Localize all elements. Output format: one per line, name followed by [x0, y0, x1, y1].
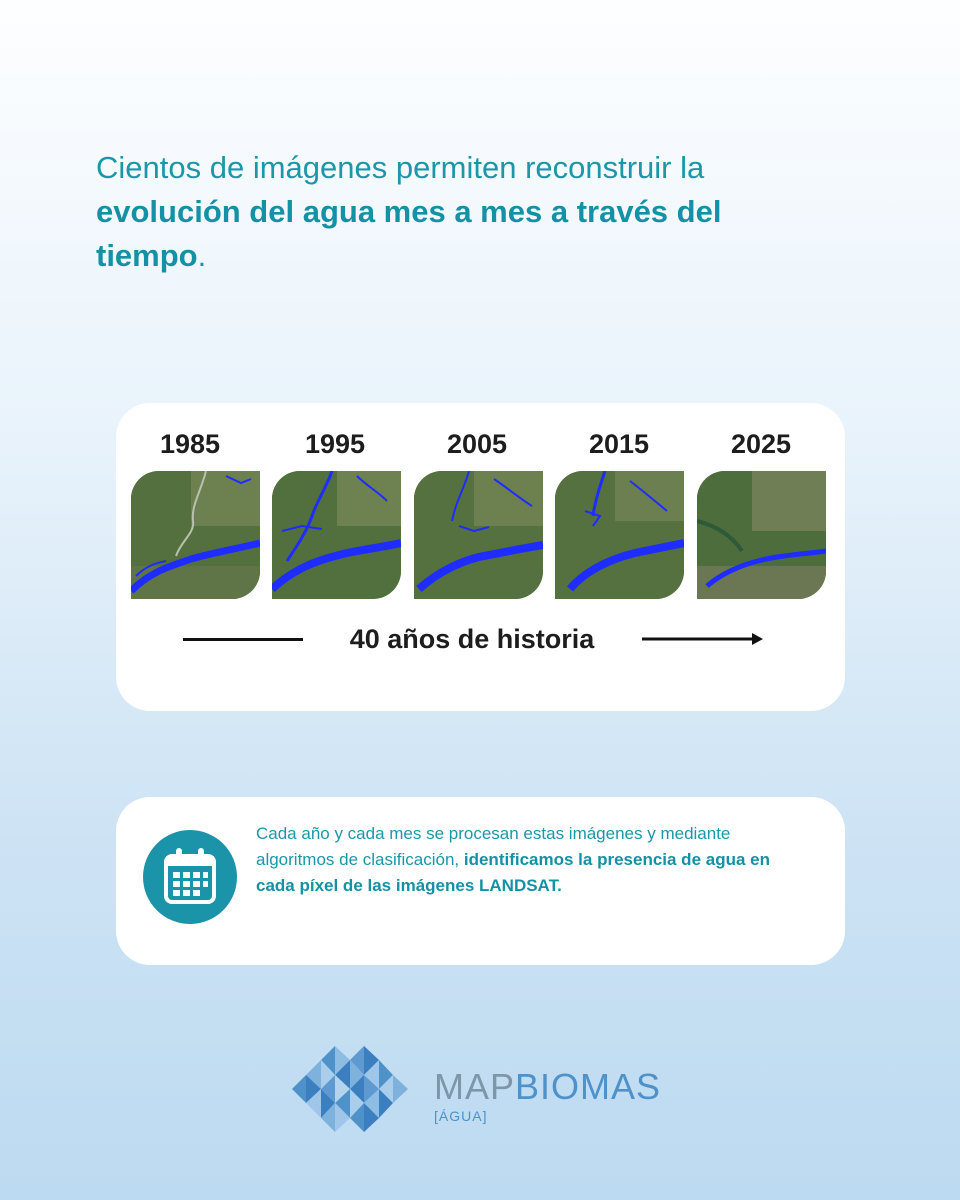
year-label-2005: 2005 — [446, 429, 508, 459]
info-text-bold: identificamos la presencia de agua en cada píxel de las imágenes LANDSAT. — [256, 850, 770, 895]
logo-subtitle: [ÁGUA] — [434, 1108, 488, 1124]
info-text — [256, 821, 796, 899]
satellite-image-1985 — [131, 471, 260, 599]
calendar-icon — [143, 830, 237, 924]
headline-regular: Cientos de imágenes permiten reconstruir la — [96, 150, 705, 185]
year-label-1995: 1995 — [304, 429, 366, 459]
headline-period: . — [197, 238, 207, 273]
headline-bold: evolución del agua mes a mes a través del tiempo — [96, 194, 722, 273]
headline — [96, 146, 736, 278]
satellite-image-2015 — [555, 471, 684, 599]
history-label: 40 años de historia — [349, 624, 595, 654]
year-label-2015: 2015 — [588, 429, 650, 459]
year-label-2025: 2025 — [730, 429, 792, 459]
timeline-line — [183, 638, 303, 641]
mapbiomas-logo-icon — [292, 1046, 408, 1132]
logo-biomas-text: BIOMAS — [515, 1066, 662, 1107]
info-text-regular: Cada año y cada mes se procesan estas imágenes y mediante algoritmos de clasificación, — [256, 824, 731, 869]
info-card — [116, 797, 845, 965]
satellite-image-2005 — [414, 471, 543, 599]
satellite-image-2025 — [697, 471, 826, 599]
satellite-image-1995 — [272, 471, 401, 599]
history-row — [116, 619, 845, 659]
logo-map-text: MAP — [434, 1066, 516, 1107]
year-label-1985: 1985 — [159, 429, 221, 459]
arrow-right-icon — [642, 629, 766, 649]
mapbiomas-logo-text — [434, 1067, 661, 1107]
timeline-card — [116, 403, 845, 711]
